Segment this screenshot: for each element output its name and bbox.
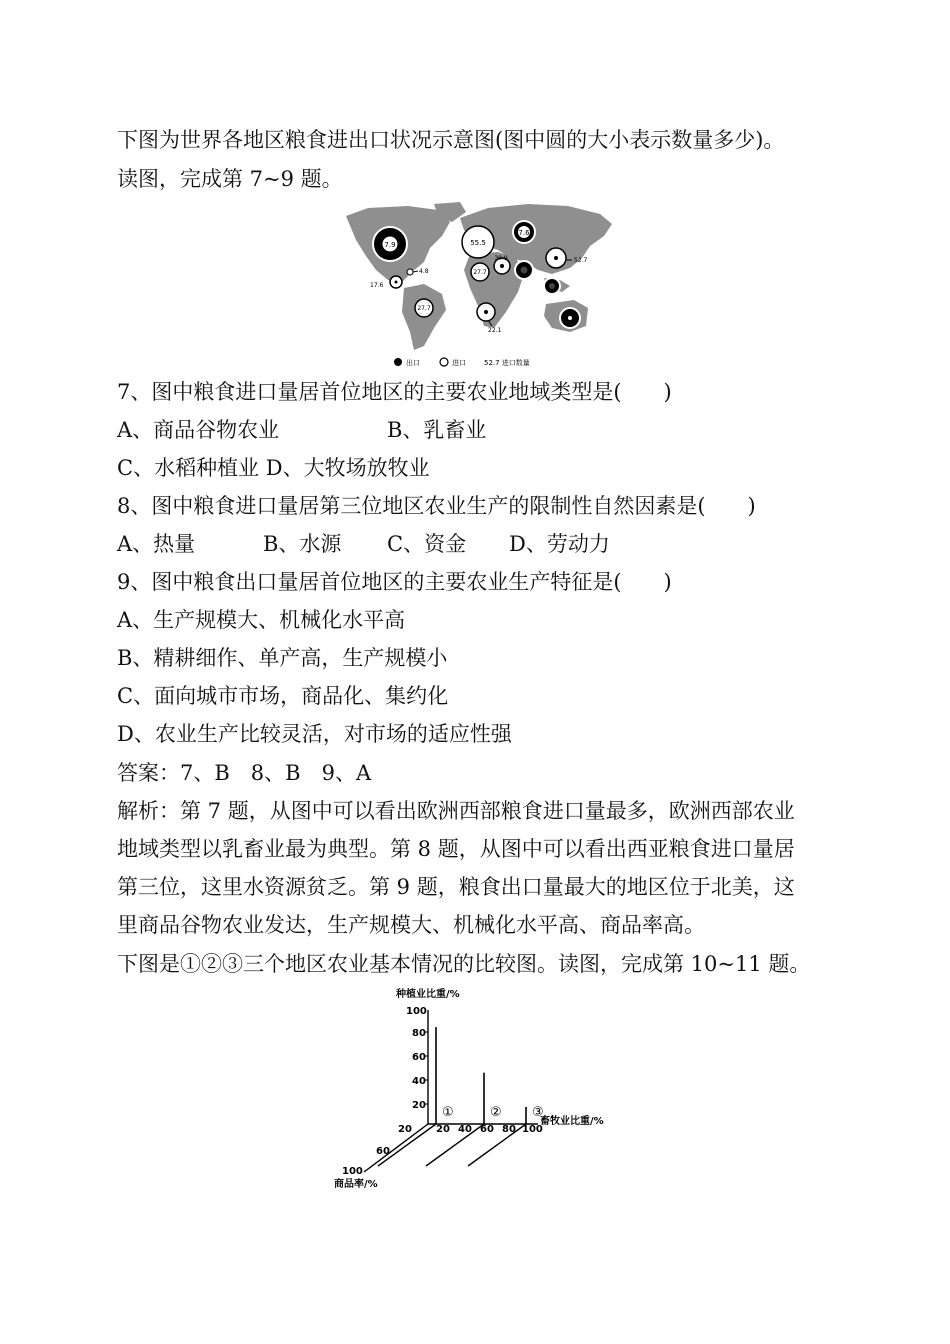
q8-options-row: [117, 530, 817, 558]
x-axis-label: 畜牧业比重/%: [540, 1116, 604, 1127]
legend-import-text: 进口: [452, 359, 466, 367]
q8-option-d: D、劳动力: [509, 532, 610, 556]
analysis-line-3: 第三位，这里水资源贫乏。第 9 题，粮食出口量最大的地区位于北美，这: [117, 875, 795, 899]
q8-stem: 8、图中粮食进口量居第三位地区农业生产的限制性自然因素是( ): [117, 494, 756, 518]
q8-option-a: A、热量: [117, 532, 196, 556]
answer-line: 答案：7、B 8、B 9、A: [117, 761, 372, 785]
z-tick-100: 100: [342, 1166, 363, 1177]
q7-options-row-1: [117, 416, 817, 444]
y-tick-20: 20: [412, 1100, 426, 1111]
category-label-2: ②: [490, 1105, 502, 1120]
y-tick-60: 60: [412, 1052, 426, 1063]
q7-option-b: B、乳畜业: [387, 418, 487, 442]
x-tick-100: 100: [522, 1124, 543, 1135]
intro-2-line: 下图是①②③三个地区农业基本情况的比较图。读图，完成第 10~11 题。: [117, 952, 811, 976]
central-america-import-label: 17.6: [370, 282, 384, 289]
south-africa-import-label: 22.1: [488, 327, 502, 334]
analysis-line-4: 里商品谷物农业发达，生产规模大、机械化水平高、商品率高。: [117, 913, 705, 937]
x-tick-20: 20: [436, 1124, 450, 1135]
y-tick-80: 80: [412, 1028, 426, 1039]
q7-stem: 7、图中粮食进口量居首位地区的主要农业地域类型是( ): [117, 380, 672, 404]
x-tick-40: 40: [458, 1124, 472, 1135]
q9-option-a: A、生产规模大、机械化水平高: [117, 608, 406, 632]
q7-options-row-2: C、水稻种植业 D、大牧场放牧业: [117, 456, 430, 480]
grain-trade-map: [338, 200, 616, 372]
depth-line-2: [426, 1124, 484, 1166]
east-asia-import-label: 52.7: [574, 257, 588, 264]
legend-export-text: 出口: [406, 359, 420, 367]
legend-sample-text: 52.7 进口数量: [484, 359, 530, 367]
depth-line-3: [468, 1124, 526, 1166]
z-axis-line: [364, 1124, 428, 1172]
x-tick-80: 80: [502, 1124, 516, 1135]
category-label-1: ①: [442, 1105, 454, 1120]
q9-option-c: C、面向城市市场，商品化、集约化: [117, 684, 449, 708]
y-tick-100: 100: [406, 1006, 427, 1017]
x-tick-60: 60: [480, 1124, 494, 1135]
intro-line-1: 下图为世界各地区粮食进出口状况示意图(图中圆的大小表示数量多少)。: [117, 128, 785, 152]
north-africa-import-label: 27.7: [473, 269, 487, 276]
europe-import-label: 55.5: [470, 239, 486, 247]
legend-export-dot: [394, 358, 402, 366]
caribbean-import-circle: [407, 269, 413, 275]
intro-line-2: 读图，完成第 7~9 题。: [117, 167, 343, 191]
y-tick-40: 40: [412, 1076, 426, 1087]
analysis-line-1: 解析：第 7 题，从图中可以看出欧洲西部粮食进口量最多，欧洲西部农业: [117, 799, 795, 823]
category-label-3: ③: [532, 1105, 544, 1120]
q7-option-a: A、商品谷物农业: [117, 418, 280, 442]
q8-option-c: C、资金: [387, 532, 467, 556]
q9-option-d: D、农业生产比较灵活，对市场的适应性强: [117, 722, 512, 746]
west-asia-import-label: 30.9: [494, 255, 508, 262]
z-tick-60: 60: [376, 1146, 390, 1157]
agriculture-comparison-chart: [320, 984, 630, 1194]
q8-option-b: B、水源: [263, 532, 342, 556]
russia-export-label: 7.6: [518, 229, 530, 237]
caribbean-import-label: 4.8: [419, 268, 429, 275]
q9-stem: 9、图中粮食出口量居首位地区的主要农业生产特征是( ): [117, 570, 672, 594]
z-axis-label: 商品率/%: [334, 1179, 378, 1190]
na-export-label: 7.9: [384, 241, 396, 249]
q9-option-b: B、精耕细作、单产高，生产规模小: [117, 646, 448, 670]
analysis-line-2: 地域类型以乳畜业最为典型。第 8 题，从图中可以看出西亚粮食进口量居: [117, 837, 795, 861]
y-axis-label: 种植业比重/%: [396, 989, 460, 1000]
x-tick-20-left: 20: [398, 1124, 412, 1135]
legend-import-dot: [440, 358, 448, 366]
sa-import-label: 27.7: [417, 305, 431, 312]
